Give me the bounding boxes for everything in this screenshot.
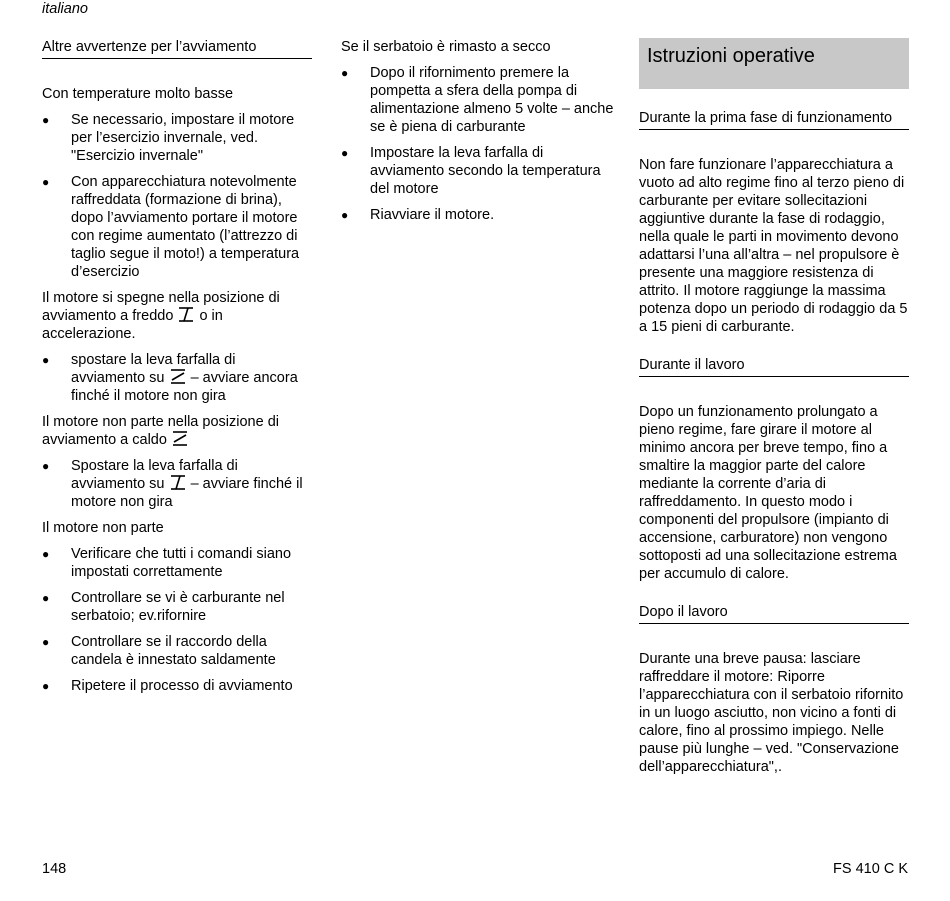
list-no-start [42,545,312,695]
heading-first-phase: Durante la prima fase di funzionamento [639,109,909,130]
heading-no-start: Il motore non parte [42,520,164,536]
page-number: 148 [42,861,67,877]
list-item: ● Controllare se vi è carburante nel serbatoio; ev.rifornire [42,589,312,625]
stall-item-text-a: spostare la leva farfalla di avviamento su [71,352,236,386]
section-title-starting-notes: Altre avvertenze per l’avviamento [42,38,312,59]
list-stall [42,351,312,405]
list-item: ● Se necessario, impostare il motore per l’esercizio invernale, ved. "Esercizio invernale" [42,111,312,165]
heading-warm-text: Il motore non parte nella posizione di avviamento a caldo [42,414,279,448]
list-low-temperatures [42,111,312,281]
cold-start-symbol-icon [169,475,187,490]
list-warm-start [42,457,312,511]
stall-item-text-b: – avviare ancora finché il motore non gira [71,370,298,404]
heading-during-work: Durante il lavoro [639,356,909,377]
paragraph-first-phase: Non fare funzionare l’apparecchiatura a vuoto ad alto regime fino al terzo pieno di carburante per evitare sollecitazioni aggiuntive durante la fase di rodaggio, nella quale le parti in movimento devono adattarsi l’una all’altra – nel propulsore è presente una maggiore resistenza di attrito. Il motore raggiunge la massima potenza dopo un periodo di rodaggio da 5 a 15 pieni di carburante. [639,157,908,335]
column-right [639,38,909,776]
list-item: ● Ripetere il processo di avviamento [42,677,312,695]
warm-start-symbol-icon [169,369,187,384]
warm-item-text-a: Spostare la leva farfalla di avviamento su [71,458,238,492]
list-item: ● Dopo il rifornimento premere la pompetta a sfera della pompa di alimentazione almeno 5 volte – anche se è piena di carburante [341,64,616,136]
warm-start-symbol-icon [171,431,189,446]
heading-stall-text-b: o in accelerazione. [42,308,223,342]
list-empty-tank [341,64,616,224]
section-title-operating-instructions: Istruzioni operative [647,45,815,67]
heading-warm-start [42,413,312,449]
paragraph-during-work: Dopo un funzionamento prolungato a pieno regime, fare girare il motore al minimo ancora per breve tempo, fino a smaltire la maggior parte del calore mediante la corrente d’aria di raffreddamento. In questo modo i componenti del propulsore (impianto di accensione, carburatore) non vengono sottoposti ad una sollecitazione estrema per accumulo di calore. [639,404,897,582]
cold-start-symbol-icon [177,307,195,322]
list-item: ● Con apparecchiatura notevolmente raffreddata (formazione di brina), dopo l’avviamento portare il motore con regime aumentato (l’attrezzo di taglio segue il moto!) a temperatura d’esercizio [42,173,312,281]
list-item: ● Controllare se il raccordo della candela è innestato saldamente [42,633,312,669]
heading-stall-cold-start [42,289,312,343]
heading-after-work: Dopo il lavoro [639,603,909,624]
list-item: ● Impostare la leva farfalla di avviamento secondo la temperatura del motore [341,144,616,198]
model-label: FS 410 C K [833,861,908,877]
section-title-box [639,38,909,89]
heading-empty-tank: Se il serbatoio è rimasto a secco [341,39,551,55]
list-item: ● Riavviare il motore. [341,206,616,224]
paragraph-after-work: Durante una breve pausa: lasciare raffreddare il motore: Riporre l’apparecchiatura con il serbatoio rifornito in un luogo asciutto, non vicino a fonti di calore, fino al prossimo impiego. Nelle pause più lunghe – ved. "Conservazione dell’apparecchiatura",. [639,651,904,775]
list-item [42,351,312,405]
language-label: italiano [42,1,88,17]
warm-item-text-b: – avviare finché il motore non gira [71,476,303,510]
column-left [42,38,312,703]
list-item: ● Verificare che tutti i comandi siano impostati correttamente [42,545,312,581]
heading-stall-text-a: Il motore si spegne nella posizione di avviamento a freddo [42,290,280,324]
column-middle [341,38,616,232]
heading-low-temperatures: Con temperature molto basse [42,86,234,102]
list-item [42,457,312,511]
